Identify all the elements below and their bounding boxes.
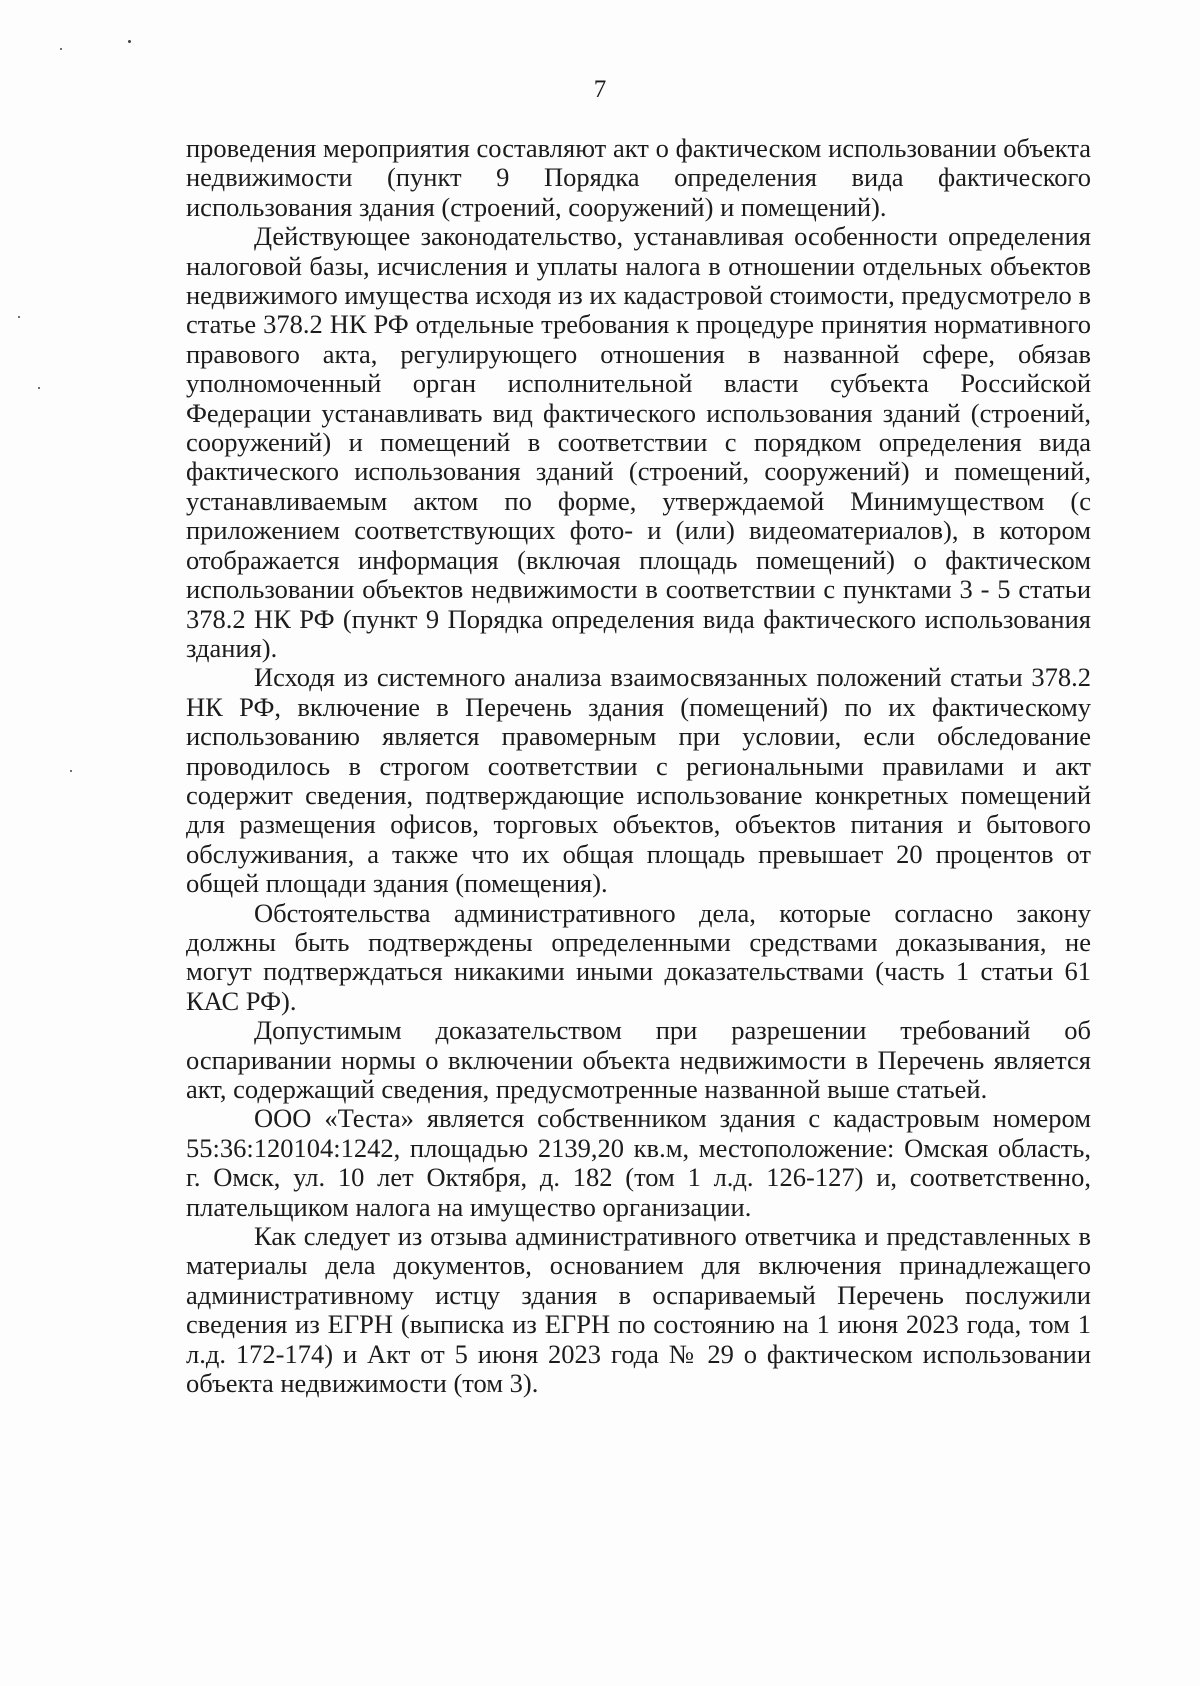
scan-speck (128, 40, 131, 43)
paragraph-6: ООО «Теста» является собственником здания с кадастровым номером 55:36:120104:1242, площадью 2139,20 кв.м, местоположение: Омская область, г. Омск, ул. 10 лет Октября, д. 182 (том 1 л.д. 126-127) и, соответственно, плательщиком налога на имущество организации. (186, 1103, 1091, 1222)
paragraph-2: Действующее законодательство, устанавливая особенности определения налоговой базы, исчисления и уплаты налога в отношении отдельных объектов недвижимого имущества исходя из их кадастровой стоимости, предусмотрело в статье 378.2 НК РФ отдельные требования к процедуре принятия нормативного правового акта, регулирующего отношения в названной сфере, обязав уполномоченный орган исполнительной власти субъекта Российской Федерации устанавливать вид фактического использования зданий (строений, сооружений) и помещений в соответствии с порядком определения вида фактического использования зданий (строений, сооружений) и помещений, устанавливаемым актом по форме, утверждаемой Минимуществом (с приложением соответствующих фото- и (или) видеоматериалов), в котором отображается информация (включая площадь помещений) о фактическом использовании объектов недвижимости в соответствии с пунктами 3 - 5 статьи 378.2 НК РФ (пункт 9 Порядка определения вида фактического использования здания). (186, 221, 1091, 663)
paragraph-1: проведения мероприятия составляют акт о фактическом использовании объекта недвижимости (пункт 9 Порядка определения вида фактического использования здания (строений, сооружений) и помещений). (186, 133, 1091, 222)
scan-speck (70, 770, 72, 772)
paragraph-3: Исходя из системного анализа взаимосвязанных положений статьи 378.2 НК РФ, включение в Перечень здания (помещений) по их фактическому использованию является правомерным при условии, если обследование проводилось в строгом соответствии с региональными правилами и акт содержит сведения, подтверждающие использование конкретных помещений для размещения офисов, торговых объектов, объектов питания и бытового обслуживания, а также что их общая площадь превышает 20 процентов от общей площади здания (помещения). (186, 662, 1091, 899)
scan-speck (18, 316, 20, 318)
paragraph-7: Как следует из отзыва административного ответчика и представленных в материалы дела документов, основанием для включения принадлежащего административному истцу здания в оспариваемый Перечень послужили сведения из ЕГРН (выписка из ЕГРН по состоянию на 1 июня 2023 года, том 1 л.д. 172-174) и Акт от 5 июня 2023 года № 29 о фактическом использовании объекта недвижимости (том 3). (186, 1221, 1091, 1399)
page-number: 7 (593, 76, 607, 103)
document-body (186, 134, 1091, 1398)
scan-speck (38, 387, 40, 389)
paragraph-4: Обстоятельства административного дела, которые согласно закону должны быть подтверждены определенными средствами доказывания, не могут подтверждаться никакими иными доказательствами (часть 1 статьи 61 КАС РФ). (186, 897, 1091, 1016)
scan-speck (60, 48, 62, 50)
paragraph-5: Допустимым доказательством при разрешении требований об оспаривании нормы о включении объекта недвижимости в Перечень является акт, содержащий сведения, предусмотренные названной выше статьей. (186, 1015, 1091, 1104)
